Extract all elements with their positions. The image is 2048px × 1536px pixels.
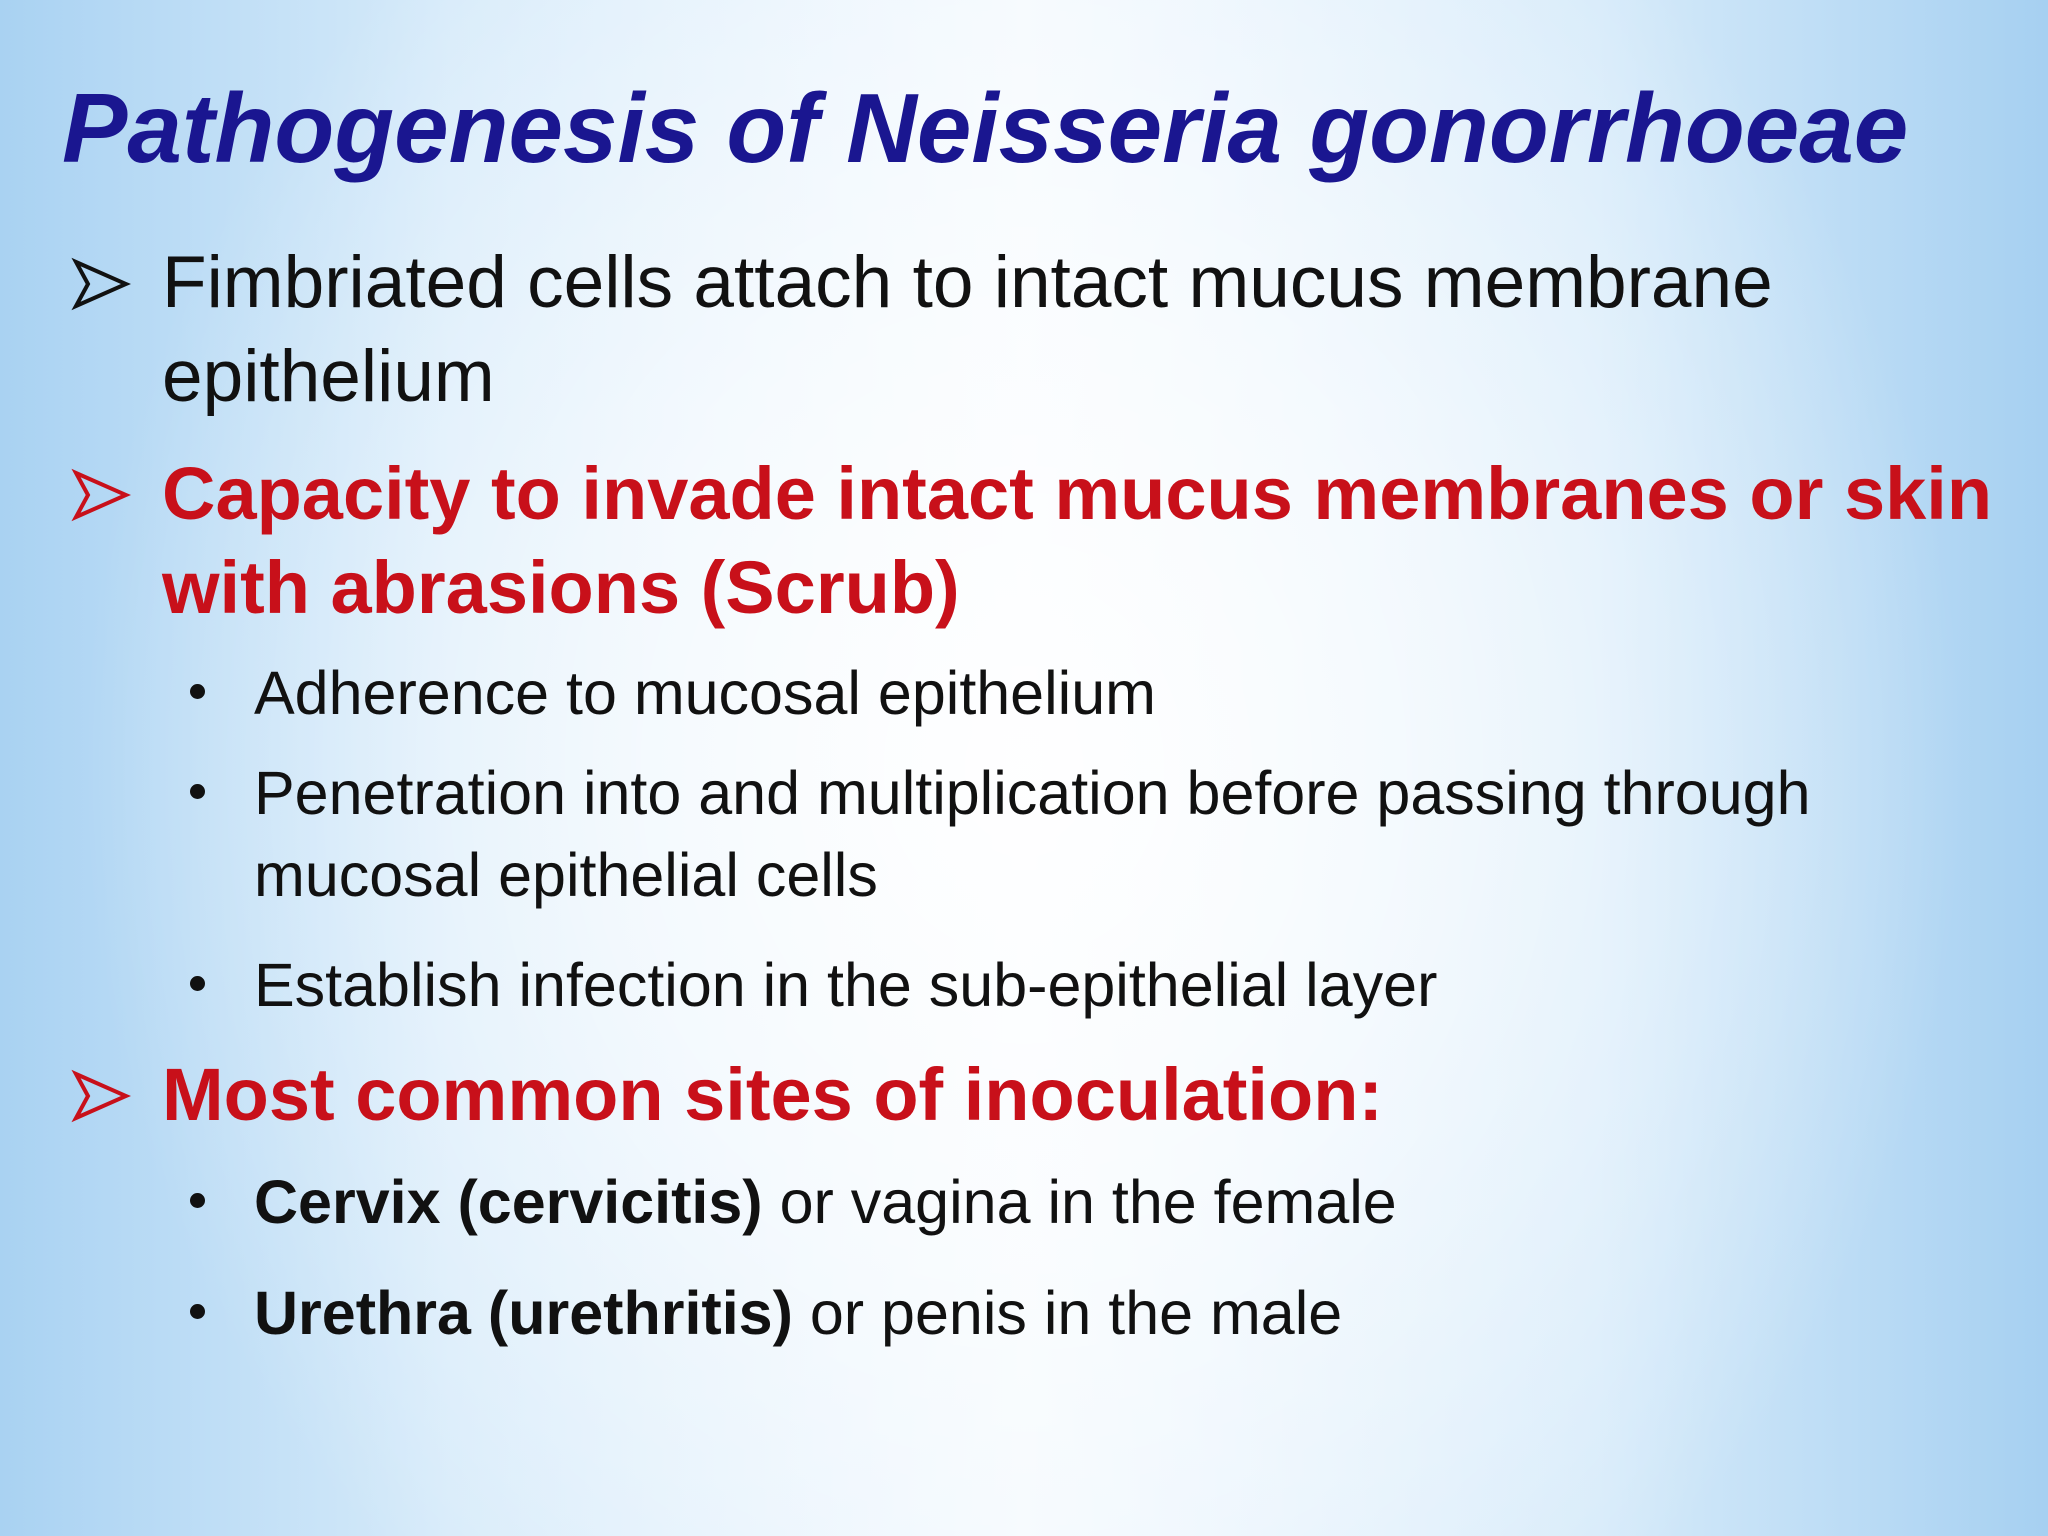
dot-bullet-icon	[190, 1304, 205, 1319]
sub-bullet-text: Penetration into and multiplication before passing through mucosal epithelial cells	[254, 759, 1811, 909]
bullet-item	[70, 1048, 2010, 1142]
dot-bullet-icon	[190, 684, 205, 699]
sub-bullet-rest: or vagina in the female	[762, 1168, 1397, 1236]
sub-bullet-item	[190, 752, 2020, 916]
sub-bullet-bold: Cervix (cervicitis)	[254, 1168, 763, 1236]
bullet-text: Fimbriated cells attach to intact mucus membrane epithelium	[162, 242, 1773, 417]
slide-title: Pathogenesis of Neisseria gonorrhoeae	[62, 73, 1909, 183]
sub-bullet-item	[190, 652, 2020, 734]
bullet-item	[70, 447, 2010, 635]
sub-bullet-text: Establish infection in the sub-epithelial layer	[254, 951, 1438, 1019]
sub-bullet-item	[190, 1272, 2020, 1354]
dot-bullet-icon	[190, 784, 205, 799]
sub-bullet-item	[190, 1161, 2020, 1243]
dot-bullet-icon	[190, 976, 205, 991]
sub-bullet-text	[254, 1161, 2020, 1243]
bullet-text: Most common sites of inoculation:	[162, 1053, 1384, 1136]
sub-bullet-bold: Urethra (urethritis)	[254, 1279, 793, 1347]
bullet-text: Capacity to invade intact mucus membranes or skin with abrasions (Scrub)	[162, 452, 1993, 629]
arrow-bullet-icon	[70, 1064, 134, 1128]
sub-bullet-rest: or penis in the male	[792, 1279, 1343, 1347]
bullet-item	[70, 236, 2010, 424]
arrow-bullet-icon	[70, 463, 134, 527]
dot-bullet-icon	[190, 1193, 205, 1208]
sub-bullet-text	[254, 1272, 2020, 1354]
arrow-bullet-icon	[70, 252, 134, 316]
sub-bullet-item	[190, 944, 2020, 1026]
sub-bullet-text: Adherence to mucosal epithelium	[254, 659, 1156, 727]
